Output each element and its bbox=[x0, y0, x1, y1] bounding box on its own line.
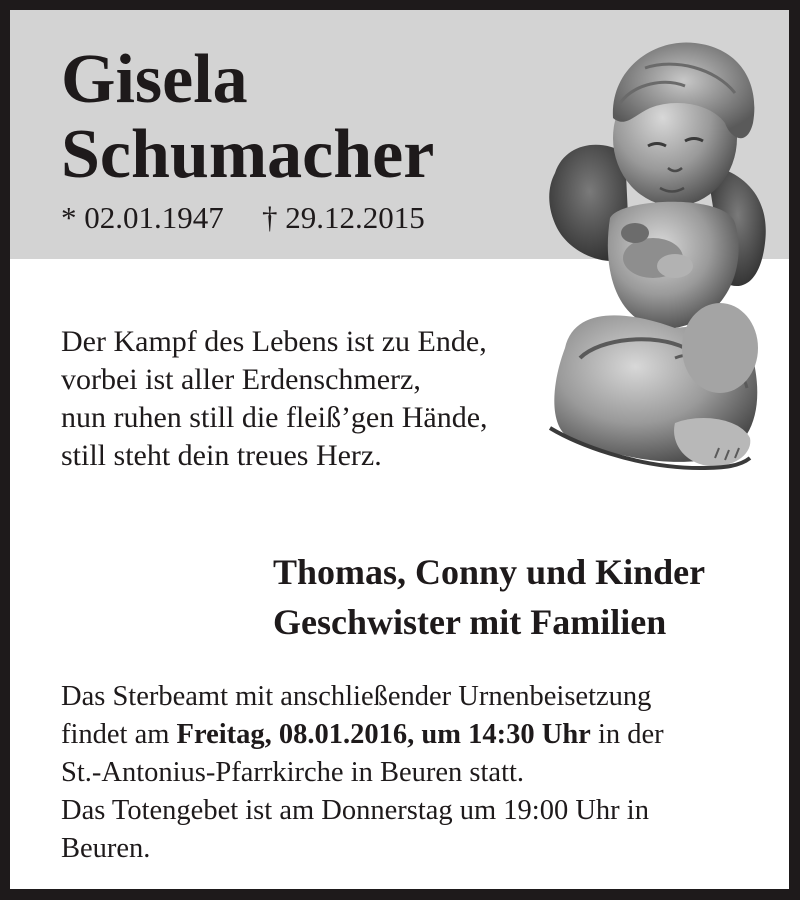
poem-line: vorbei ist aller Erdenschmerz, bbox=[61, 363, 421, 396]
poem-line: still steht dein treues Herz. bbox=[61, 439, 382, 472]
service-datetime: Freitag, 08.01.2016, um 14:30 Uhr bbox=[176, 719, 591, 750]
service-text: in der bbox=[590, 719, 664, 750]
poem bbox=[61, 323, 488, 475]
first-name: Gisela bbox=[61, 41, 248, 118]
service-text: findet am bbox=[61, 719, 177, 750]
poem-line: nun ruhen still die fleiß’gen Hände, bbox=[61, 401, 488, 434]
mourner-line: Thomas, Conny und Kinder bbox=[273, 552, 706, 592]
death-date: 29.12.2015 bbox=[285, 200, 425, 235]
service-line-2 bbox=[61, 716, 664, 754]
service-line-1: Das Sterbeamt mit anschließender Urnenbeisetzung bbox=[61, 681, 652, 712]
obituary-card bbox=[10, 10, 789, 889]
service-line-3: St.-Antonius-Pfarrkirche in Beuren statt. bbox=[61, 757, 525, 788]
service-line-5: Beuren. bbox=[61, 833, 151, 864]
death-dates bbox=[262, 202, 425, 233]
angel-statue-icon bbox=[525, 28, 785, 473]
service-info bbox=[61, 678, 664, 868]
birth-symbol: * bbox=[61, 200, 77, 235]
mourner-line: Geschwister mit Familien bbox=[273, 602, 667, 642]
poem-line: Der Kampf des Lebens ist zu Ende, bbox=[61, 325, 487, 358]
birth-date: 02.01.1947 bbox=[84, 200, 224, 235]
death-symbol: † bbox=[262, 200, 278, 235]
life-dates bbox=[61, 202, 224, 233]
mourners bbox=[273, 547, 705, 647]
last-name: Schumacher bbox=[61, 116, 435, 193]
service-line-4: Das Totengebet ist am Donnerstag um 19:00 Uhr in bbox=[61, 795, 649, 826]
